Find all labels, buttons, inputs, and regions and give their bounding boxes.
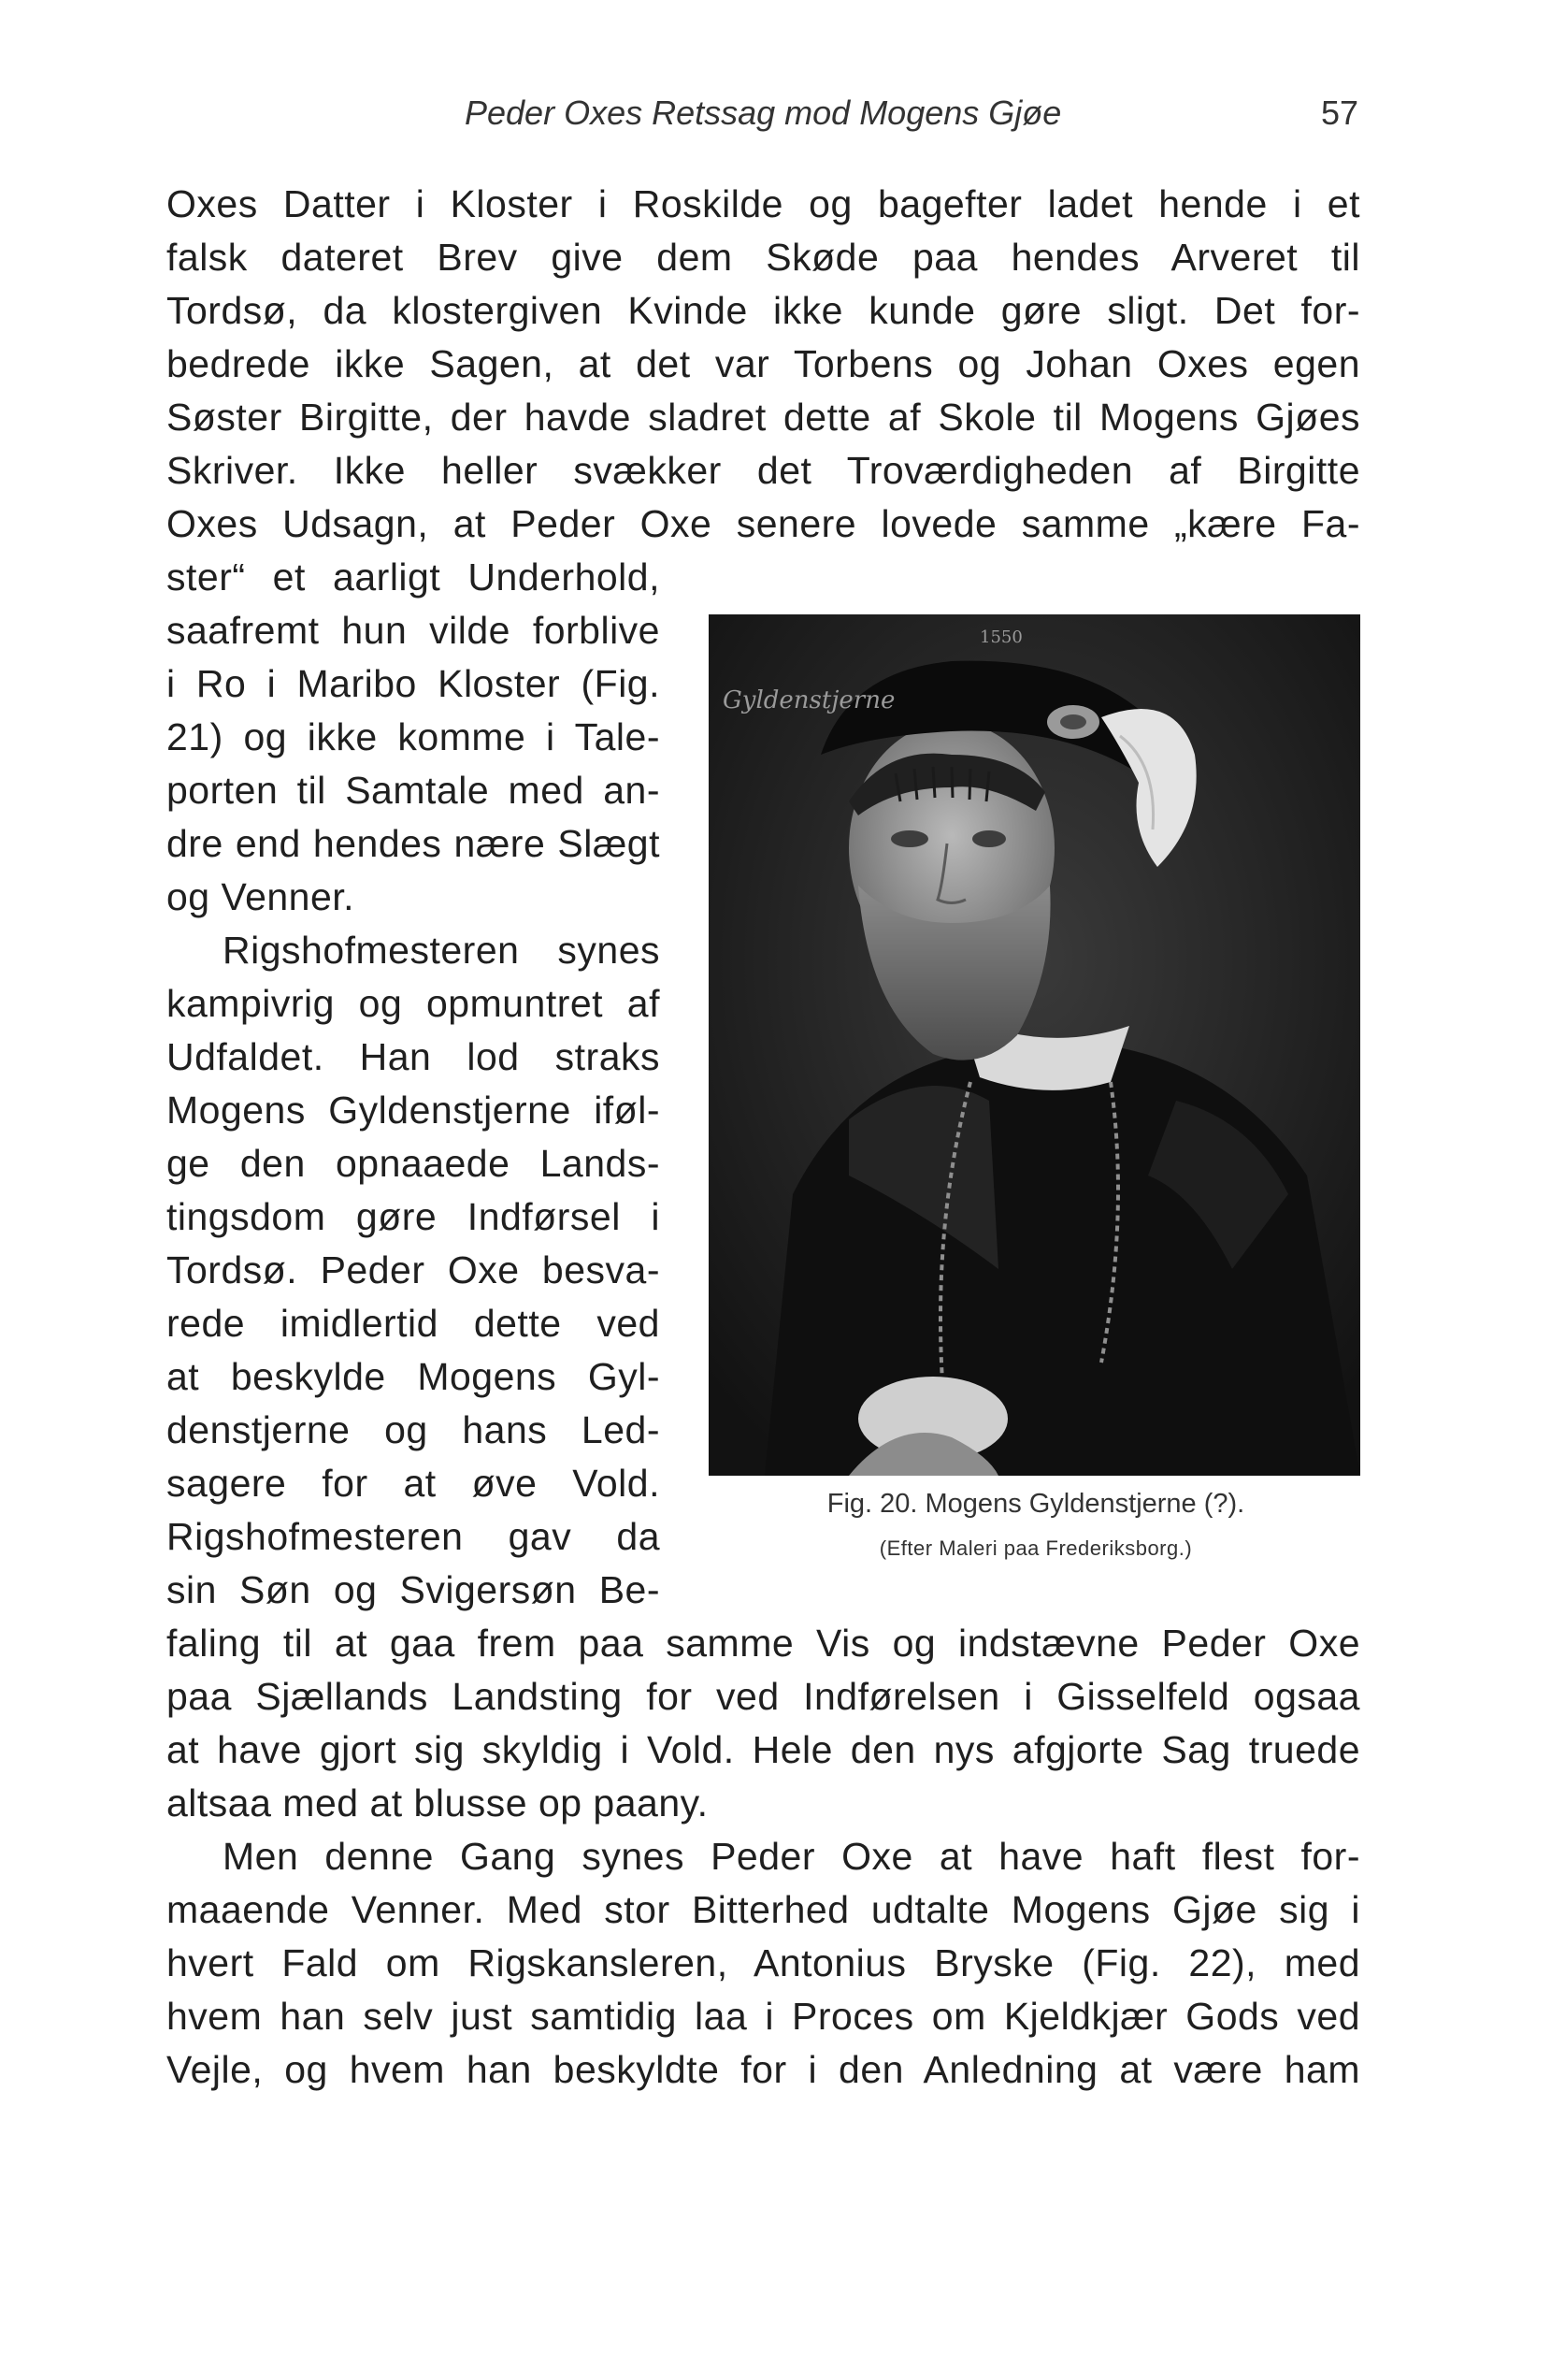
- text-line: kampivrig og opmuntret af: [166, 982, 660, 1025]
- text-line: 21) og ikke komme i Tale-: [166, 715, 660, 758]
- text-line: at have gjort sig skyldig i Vold. Hele den nys afgjorte Sag truede: [166, 1728, 1360, 1771]
- running-head: [0, 94, 1565, 140]
- figure-caption: Fig. 20. Mogens Gyldenstjerne (?).: [826, 1489, 1245, 1519]
- text-line: Vejle, og hvem han beskyldte for i den Anledning at være ham: [166, 2048, 1360, 2091]
- text-line: Rigshofmesteren gav da: [166, 1515, 660, 1558]
- text-line: saafremt hun vilde forblive: [166, 609, 660, 652]
- text-line: dre end hendes nære Slægt: [166, 822, 660, 865]
- running-title: Peder Oxes Retssag mod Mogens Gjøe: [465, 94, 1062, 132]
- text-line: paa Sjællands Landsting for ved Indførelsen i Gisselfeld ogsaa: [166, 1675, 1360, 1718]
- text-line: porten til Samtale med an-: [166, 769, 660, 812]
- text-line: tingsdom gøre Indførsel i: [166, 1195, 660, 1238]
- figure-credit: (Efter Maleri paa Frederiksborg.): [879, 1536, 1193, 1560]
- text-line: Oxes Udsagn, at Peder Oxe senere lovede samme „kære Fa-: [166, 502, 1360, 545]
- text-line: i Ro i Maribo Kloster (Fig.: [166, 662, 660, 705]
- text-line: Skriver. Ikke heller svækker det Troværdigheden af Birgitte: [166, 449, 1360, 492]
- text-line: Men denne Gang synes Peder Oxe at have haft flest for-: [223, 1835, 1360, 1878]
- text-line: Mogens Gyldenstjerne iføl-: [166, 1089, 660, 1132]
- text-line: Rigshofmesteren synes: [223, 929, 660, 972]
- portrait-inscription: Gyldenstjerne: [723, 686, 896, 714]
- text-line: Søster Birgitte, der havde sladret dette af Skole til Mogens Gjøes: [166, 396, 1360, 439]
- text-line: maaende Venner. Med stor Bitterhed udtalte Mogens Gjøe sig i: [166, 1888, 1360, 1931]
- figure-portrait: [709, 614, 1360, 1560]
- page-number: 57: [1321, 94, 1359, 132]
- text-line: denstjerne og hans Led-: [166, 1408, 660, 1451]
- text-line: altsaa med at blusse op paany.: [166, 1781, 709, 1825]
- portrait-date: 1550: [980, 627, 1023, 647]
- text-line: hvem han selv just samtidig laa i Proces om Kjeldkjær Gods ved: [166, 1995, 1360, 2038]
- text-line: bedrede ikke Sagen, at det var Torbens og Johan Oxes egen: [166, 342, 1360, 385]
- text-line: Tordsø, da klostergiven Kvinde ikke kunde gøre sligt. Det for-: [166, 289, 1360, 332]
- text-line: rede imidlertid dette ved: [166, 1302, 660, 1345]
- text-line: hvert Fald om Rigskansleren, Antonius Bryske (Fig. 22), med: [166, 1941, 1360, 1984]
- text-line: ster“ et aarligt Underhold,: [166, 555, 660, 599]
- text-line: sagere for at øve Vold.: [166, 1462, 660, 1505]
- text-line: Udfaldet. Han lod straks: [166, 1035, 660, 1078]
- text-line: sin Søn og Svigersøn Be-: [166, 1568, 660, 1611]
- text-line: at beskylde Mogens Gyl-: [166, 1355, 660, 1398]
- text-line: falsk dateret Brev give dem Skøde paa hendes Arveret til: [166, 236, 1360, 279]
- text-line: Oxes Datter i Kloster i Roskilde og bagefter ladet hende i et: [166, 182, 1360, 225]
- text-line: Tordsø. Peder Oxe besva-: [166, 1248, 660, 1291]
- portrait-painting: [709, 614, 1360, 1476]
- text-line: faling til at gaa frem paa samme Vis og indstævne Peder Oxe: [166, 1622, 1360, 1665]
- text-line: ge den opnaaede Lands-: [166, 1142, 660, 1185]
- text-line: og Venner.: [166, 875, 355, 918]
